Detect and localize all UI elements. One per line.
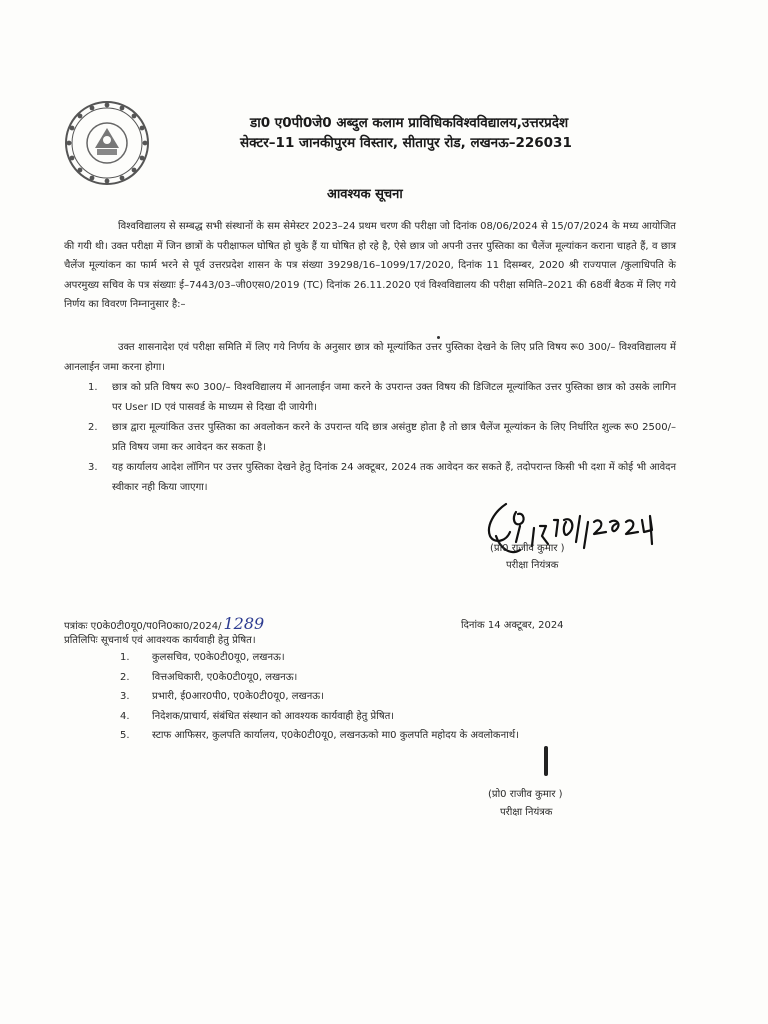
signatory-name-2: (प्रो0 राजीव कुमार ) [488, 789, 563, 800]
list-item [64, 378, 676, 418]
list-item-text: कुलसचिव, ए0के0टी0यू0, लखनऊ। [152, 652, 285, 663]
list-item-text: वित्तअधिकारी, ए0के0टी0यू0, लखनऊ। [152, 671, 298, 683]
paragraph-1 [64, 217, 676, 315]
list-item-text: प्रभारी, ई0आर0पी0, ए0के0टी0यू0, लखनऊ। [152, 691, 324, 702]
list-item [64, 687, 676, 707]
list-item-number: 2. [88, 422, 98, 433]
paragraph-2-lead: उक्त शासनादेश एवं परीक्षा समिति में लिए गये निर्णय के अनुसार छात्र को मूल्यांकित उत्तर पुस्तिका देखने के [118, 342, 508, 353]
university-header [240, 113, 640, 153]
list-item-text: स्टाफ आफिसर, कुलपति कार्यालय, ए0के0टी0यू0, लखनऊको मा0 कुलपति महोदय के अवलोकनार्थ। [152, 730, 519, 741]
university-name: डा0 ए0पी0जे0 अब्दुल कलाम प्राविधिकविश्वविद्यालय,उत्तरप्रदेश [250, 115, 569, 131]
list-item-text: निदेशक/प्राचार्य, संबंधित संस्थान को आवश्यक कार्यवाही हेतु प्रेषित। [152, 710, 395, 722]
reference-number: 1289 [223, 614, 265, 633]
list-item [64, 418, 676, 458]
list-item-number: 2. [120, 671, 130, 683]
list-item-number: 1. [88, 382, 98, 393]
signatory-block [490, 540, 565, 574]
university-address: सेक्टर–11 जानकीपुरम विस्तार, सीतापुर रोड, लखनऊ–226031 [240, 135, 572, 151]
paragraph-1-lead: विश्वविद्यालय से सम्बद्ध सभी संस्थानों के सम सेमेस्टर 2023–24 प्रथम चरण की परीक्षा जो दिनांक [118, 221, 477, 232]
notice-title: आवश्यक सूचना [327, 187, 403, 202]
list-item-text: छात्र द्वारा मूल्यांकित उत्तर पुस्तिका का अवलोकन करने के उपरान्त यदि छात्र असंतुष्ट होता है तो छात्र चैलेंज मूल्यांकन के लिए निर्धारित शुल्क रू0 2500/– प्रति विषय जमा कर आवेदन कर सकता है। [112, 422, 676, 453]
paragraph-1-rest: 08/06/2024 से 15/07/2024 के मध्य आयोजित की गयी थी। उक्त परीक्षा में जिन छात्रों के परीक्षाफल घोषित हो चुके हैं या घोषित हो रहे है, ऐसे छात्र जो अपनी उत्तर पुस्तिका का चैलेंज मूल्यांकन कराना चाहते हैं, व छात्र चैलेंज मूल्यांकन का फार्म भरने से पूर्व उत्तरप्रदेश शासन के पत्र संख्या 39298/16–1099/17/2020, दिनांक 11 दिसम्बर, 2020 श्री राज्यपाल /कुलाधिपति के अपरमुख्य सचिव के पत्र संख्याः ई–7443/03–जी0एस0/2019 (TC) दिनांक 26.11.2020 एवं विश्वविद्यालय की परीक्षा समिति–2021 की 68वीं बैठक में लिए गये निर्णय का विवरण निम्नानुसार है:– [64, 221, 676, 310]
list-item [64, 648, 676, 668]
list-item-number: 5. [120, 730, 130, 741]
list-item-text: छात्र को प्रति विषय रू0 300/– विश्वविद्यालय में आनलाईन जमा करने के उपरान्त उक्त विषय की डिजिटल मूल्यांकित उत्तर पुस्तिका छात्र को उसके लागिन पर User ID एवं पासवर्ड के माध्यम से दिखा दी जायेगी। [112, 382, 676, 413]
list-item-number: 1. [120, 652, 130, 663]
list-item-number: 4. [120, 710, 130, 722]
university-seal-logo [64, 100, 150, 186]
list-item-text: यह कार्यालय आदेश लॉगिन पर उत्तर पुस्तिका देखने हेतु दिनांक 24 अक्टूबर, 2024 तक आवेदन कर सकते हैं, तदोपरान्त किसी भी दशा में कोई भी आवेदन स्वीकार नही किया जाएगा। [112, 462, 676, 493]
list-item [64, 726, 676, 746]
list-item [64, 668, 676, 688]
signatory-designation-2: परीक्षा नियंत्रक [500, 807, 553, 818]
paragraph-2 [64, 338, 676, 377]
list-item-number: 3. [120, 691, 130, 702]
signatory-block-2 [488, 786, 563, 822]
list-item [64, 707, 676, 727]
reference-date: दिनांक 14 अक्टूबर, 2024 [461, 620, 564, 631]
signature-mark [544, 746, 548, 776]
signatory-designation: परीक्षा नियंत्रक [506, 560, 559, 571]
reference-prefix: पत्रांकः ए0के0टी0यू0/प0नि0का0/2024/ [64, 621, 222, 632]
copy-list [64, 648, 676, 746]
instruction-list [64, 378, 676, 498]
paragraph-2-rest: लिए प्रति विषय रू0 300/– विश्वविद्यालय में आनलाईन जमा करना होगा। [64, 342, 676, 373]
copy-heading: प्रतिलिपिः सूचनार्थ एवं आवश्यक कार्यवाही हेतु प्रेषित। [64, 635, 256, 646]
list-item-number: 3. [88, 462, 98, 473]
signatory-name: (प्रो0 राजीव कुमार ) [490, 543, 565, 554]
